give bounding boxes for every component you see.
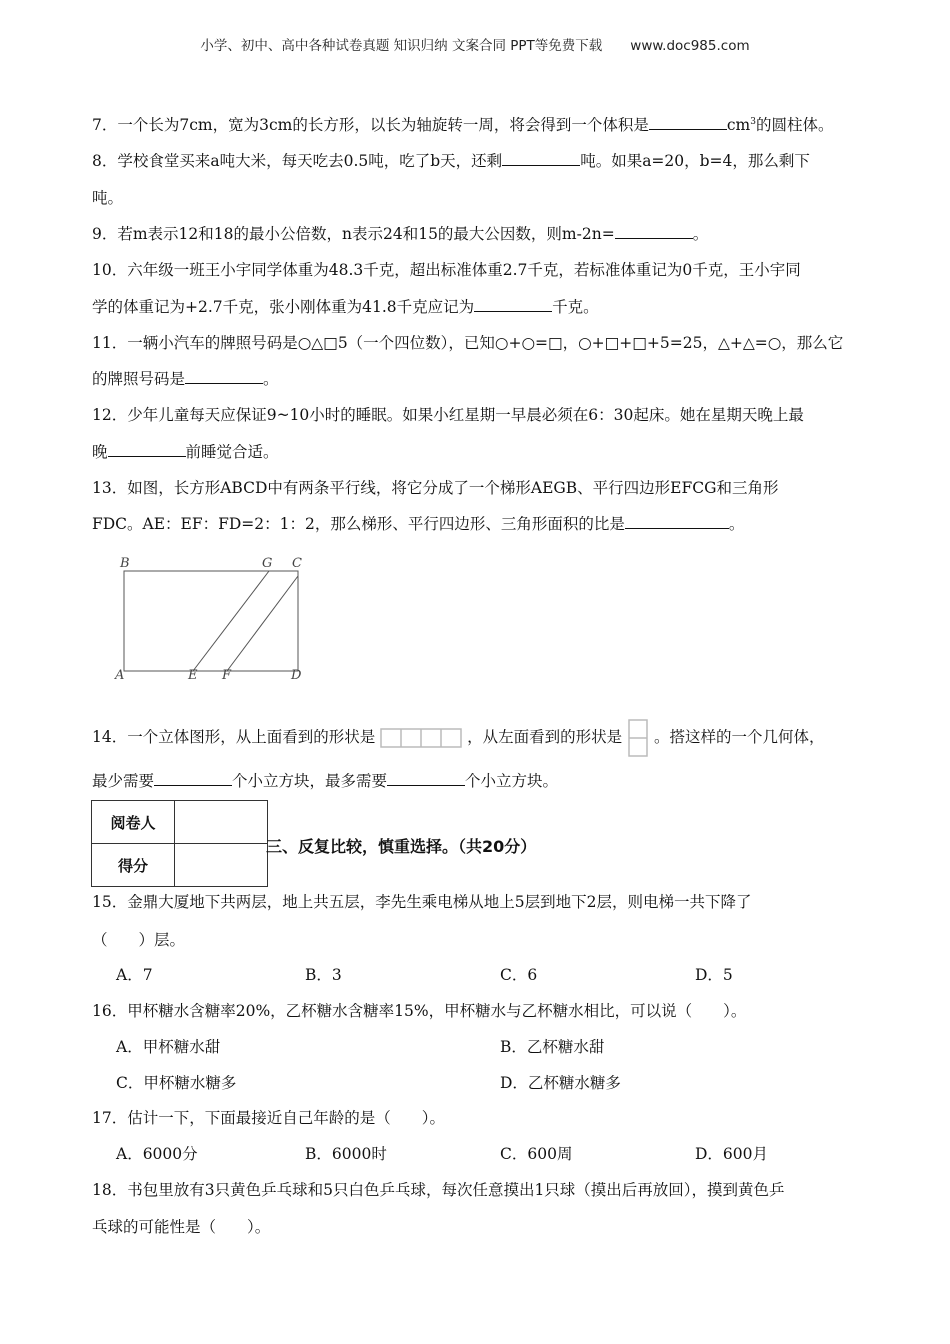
question-12 — [92, 403, 804, 425]
q15-text-2: （ ）层。 — [92, 931, 186, 949]
q13-tail: 。 — [728, 515, 745, 533]
question-18-cont — [92, 1215, 270, 1237]
q10-tail: 千克。 — [552, 298, 599, 316]
q8-text: 8．学校食堂买来a吨大米，每天吃去0.5吨，吃了b天，还剩 — [92, 152, 503, 170]
q17-option-b[interactable]: B．6000时 — [305, 1145, 387, 1163]
question-13 — [92, 476, 778, 498]
q10-text: 10．六年级一班王小宇同学体重为48.3千克，超出标准体重2.7千克，若标准体重记为0千克，王小宇同 — [92, 261, 801, 279]
q12-tail: 前睡觉合适。 — [185, 443, 279, 461]
header-text: 小学、初中、高中各种试卷真题 知识归纳 文案合同 PPT等免费下载 — [200, 38, 603, 54]
q14-blank-1[interactable] — [154, 769, 232, 786]
question-14-cont — [92, 769, 558, 791]
q17-option-d[interactable]: D．600月 — [695, 1145, 769, 1163]
q17-option-c[interactable]: C．600周 — [500, 1145, 573, 1163]
q11-text: 11．一辆小汽车的牌照号码是○△□5（一个四位数），已知○+○=□，○+□+□+5=25，△+△=○，那么它 — [92, 334, 844, 352]
q8-text-2: 吨。如果a=20，b=4，那么剩下 — [580, 152, 810, 170]
q14-text: 14．一个立体图形，从上面看到的形状是 — [92, 728, 376, 746]
q9-blank[interactable] — [615, 222, 693, 239]
question-15 — [92, 890, 751, 912]
reviewer-cell[interactable] — [175, 801, 268, 844]
question-10-cont — [92, 295, 599, 317]
question-13-cont — [92, 512, 744, 534]
q18-text: 18．书包里放有3只黄色乒乓球和5只白色乒乓球，每次任意摸出1只球（摸出后再放回），摸到黄色乒 — [92, 1181, 785, 1199]
q13-text: 13．如图，长方形ABCD中有两条平行线，将它分成了一个梯形AEGB、平行四边形EFCG和三角形 — [92, 479, 779, 497]
score-cell[interactable] — [175, 844, 268, 887]
q17-text: 17．估计一下，下面最接近自己年龄的是（ ）。 — [92, 1109, 445, 1127]
q18-text-2: 乓球的可能性是（ ）。 — [92, 1218, 271, 1236]
q15-option-b[interactable]: B．3 — [305, 966, 342, 984]
q14-text-5: 个小立方块，最多需要 — [232, 772, 388, 790]
q13-text-2: FDC。AE：EF：FD=2：1：2，那么梯形、平行四边形、三角形面积的比是 — [92, 515, 625, 533]
q14-text-2: ，从左面看到的形状是 — [467, 728, 623, 746]
q8-text-3: 吨。 — [92, 189, 124, 207]
q7-unit: cm — [726, 116, 751, 134]
q12-text-2: 晚 — [92, 443, 108, 461]
label-e: E — [188, 668, 198, 683]
label-b: B — [120, 556, 130, 571]
score-label: 得分 — [92, 844, 175, 887]
reviewer-label: 阅卷人 — [92, 801, 175, 844]
q17-option-a[interactable]: A．6000分 — [116, 1145, 198, 1163]
q16-option-a[interactable]: A．甲杯糖水甜 — [116, 1038, 221, 1056]
q14-text-3: 。搭这样的一个几何体， — [654, 728, 825, 746]
line-fc — [227, 576, 298, 671]
question-8 — [92, 149, 810, 171]
q11-tail: 。 — [263, 370, 279, 388]
label-g: G — [262, 556, 273, 571]
q14-blank-2[interactable] — [387, 769, 465, 786]
question-8-cont — [92, 186, 123, 208]
rect-abcd — [124, 571, 298, 671]
label-c: C — [292, 556, 302, 571]
q12-blank[interactable] — [108, 440, 186, 457]
q14-text-4: 最少需要 — [92, 772, 155, 790]
rectangle-figure-svg — [110, 552, 310, 684]
question-16 — [92, 999, 746, 1021]
q16-option-b[interactable]: B．乙杯糖水甜 — [500, 1038, 605, 1056]
label-f: F — [222, 668, 232, 683]
q9-tail: 。 — [692, 225, 709, 243]
question-9 — [92, 222, 708, 244]
label-d: D — [291, 668, 302, 683]
rectangle-figure — [110, 552, 310, 688]
page-header — [0, 34, 950, 54]
q11-text-2: 的牌照号码是 — [92, 370, 186, 388]
q9-text: 9．若m表示12和18的最小公倍数，n表示24和15的最大公因数，则m-2n= — [92, 225, 615, 243]
q10-blank[interactable] — [474, 295, 552, 312]
question-11 — [92, 331, 843, 353]
question-11-cont — [92, 367, 279, 389]
q7-tail: 的圆柱体。 — [755, 116, 834, 134]
line-eg — [193, 571, 269, 671]
left-view-shape — [627, 719, 649, 757]
q11-blank[interactable] — [185, 367, 263, 384]
q8-blank-1[interactable] — [502, 149, 580, 166]
q15-option-c[interactable]: C．6 — [500, 966, 538, 984]
q7-blank[interactable] — [649, 113, 727, 130]
question-15-cont — [92, 928, 185, 950]
top-view-shape — [380, 727, 462, 749]
label-a: A — [115, 668, 125, 683]
q14-text-6: 个小立方块。 — [465, 772, 559, 790]
q7-unit-sup: 3 — [750, 116, 756, 127]
question-7 — [92, 113, 834, 135]
q13-blank[interactable] — [625, 512, 729, 529]
question-14 — [92, 719, 825, 757]
question-10 — [92, 258, 801, 280]
q16-option-c[interactable]: C．甲杯糖水糖多 — [116, 1074, 237, 1092]
q16-text: 16．甲杯糖水含糖率20%，乙杯糖水含糖率15%，甲杯糖水与乙杯糖水相比，可以说（ ）。 — [92, 1002, 747, 1020]
q15-option-d[interactable]: D．5 — [695, 966, 733, 984]
question-12-cont — [92, 440, 279, 462]
q15-option-a[interactable]: A．7 — [116, 966, 153, 984]
header-site: www.doc985.com — [630, 38, 750, 54]
question-18 — [92, 1178, 785, 1200]
section-3-title: 三、反复比较，慎重选择。（共20分） — [266, 837, 537, 856]
q10-text-2: 学的体重记为+2.7千克，张小刚体重为41.8千克应记为 — [92, 298, 475, 316]
q16-option-d[interactable]: D．乙杯糖水糖多 — [500, 1074, 621, 1092]
question-17 — [92, 1106, 445, 1128]
q15-text: 15．金鼎大厦地下共两层，地上共五层，李先生乘电梯从地上5层到地下2层，则电梯一共下降了 — [92, 893, 752, 911]
score-table — [91, 800, 268, 887]
q7-text: 7．一个长为7cm，宽为3cm的长方形，以长为轴旋转一周，将会得到一个体积是 — [92, 116, 649, 134]
q12-text: 12．少年儿童每天应保证9~10小时的睡眠。如果小红星期一早晨必须在6：30起床。她在星期天晚上最 — [92, 406, 804, 424]
